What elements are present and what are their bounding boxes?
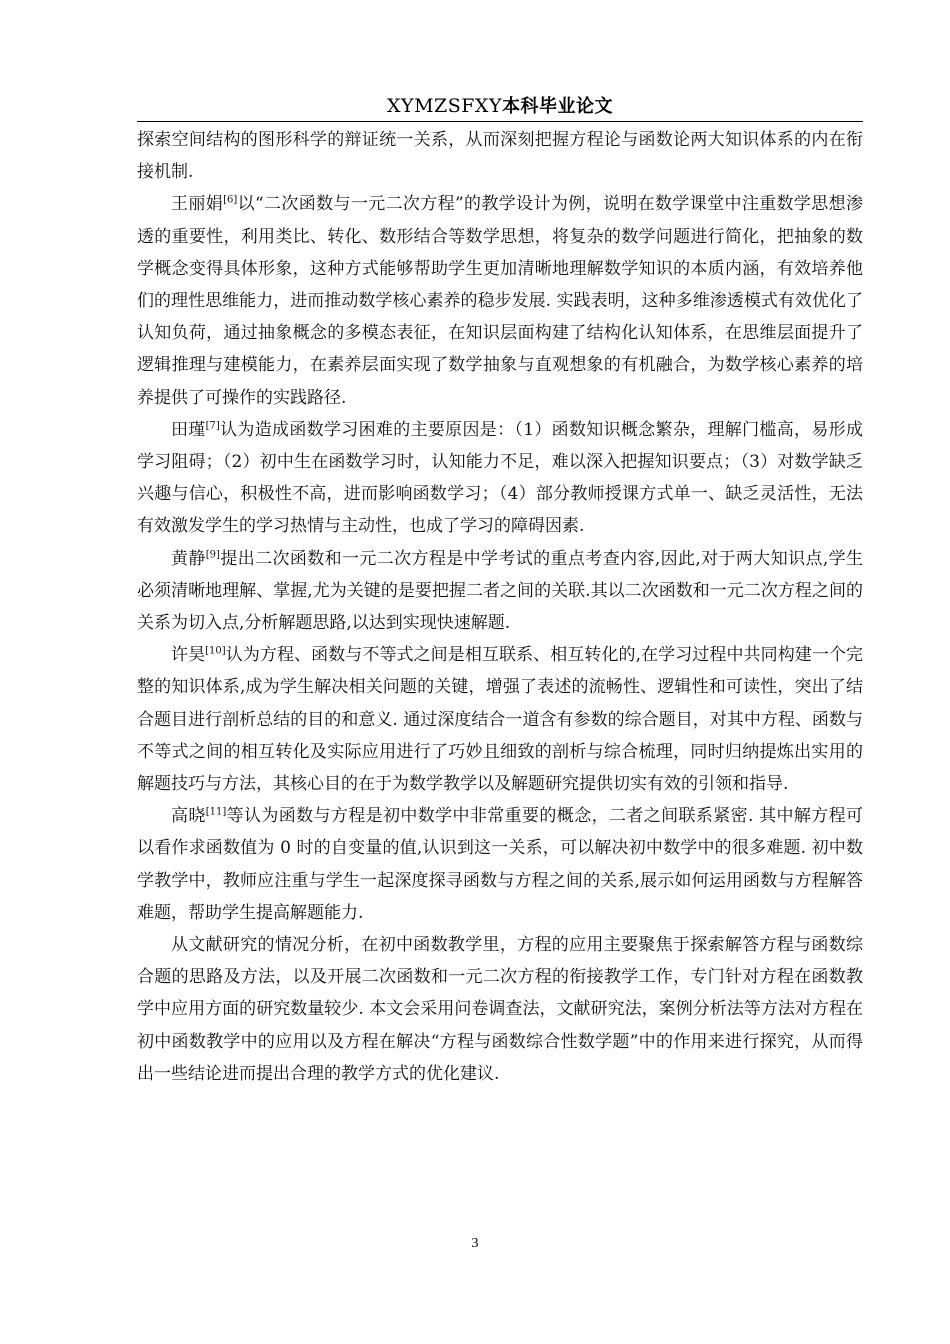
body-text (137, 124, 863, 1090)
paragraph-summary (137, 929, 863, 1090)
paragraph-gao (137, 800, 863, 929)
paragraph-text: 从文献研究的情况分析，在初中函数教学里，方程的应用主要聚焦于探索解答方程与函数综合题的思路及方法，以及开展二次函数和一元二次方程的衔接教学工作，专门针对方程在函数教学中应用方面的研究数量较少. 本文会采用问卷调查法，文献研究法，案例分析法等方法对方程在初中函数教学中的应用以及方程在解决“方程与函数综合性数学题”中的作用来进行探究，从而得出一些结论进而提出合理的教学方式的优化建议. (137, 935, 863, 1084)
paragraph-text: 提出二次函数和一元二次方程是中学考试的重点考查内容,因此,对于两大知识点,学生必须清晰地理解、掌握,尤为关键的是要把握二者之间的关联.其以二次函数和一元二次方程之间的关系为切入点,分析解题思路,以达到实现快速解题. (137, 548, 863, 634)
citation-ref: [10] (205, 645, 226, 657)
citation-ref: [9] (205, 548, 220, 560)
header-code: XYMZSFXY (387, 95, 502, 117)
running-header (137, 92, 863, 124)
citation-ref: [11] (205, 806, 227, 818)
page-number: 3 (471, 1236, 479, 1251)
paragraph-text: 认为方程、函数与不等式之间是相互联系、相互转化的,在学习过程中共同构建一个完整的知识体系,成为学生解决相关问题的关键，增强了表述的流畅性、逻辑性和可读性，突出了结合题目进行剖析总结的目的和意义. 通过深度结合一道含有参数的综合题目，对其中方程、函数与不等式之间的相互转化及实际应用进行了巧妙且细致的剖析与综合梳理，同时归纳提炼出实用的解题技巧与方法，其核心目的在于为数学教学以及解题研究提供切实有效的引领和指导. (137, 645, 863, 795)
paragraph-text: 探索空间结构的图形科学的辩证统一关系，从而深刻把握方程论与函数论两大知识体系的内在衔接机制. (137, 130, 863, 183)
paragraph-wang (137, 188, 863, 413)
author-name: 许昊 (171, 645, 206, 666)
paragraph-text: 以“二次函数与一元二次方程”的教学设计为例，说明在数学课堂中注重数学思想渗透的重要性，利用类比、转化、数形结合等数学思想，将复杂的数学问题进行简化，把抽象的数学概念变得具体形象，这种方式能够帮助学生更加清晰地理解数学知识的本质内涵，有效培养他们的理性思维能力，进而推动数学核心素养的稳步发展. 实践表明，这种多维渗透模式有效优化了认知负荷，通过抽象概念的多模态表征，在知识层面构建了结构化认知体系，在思维层面提升了逻辑推理与建模能力，在素养层面实现了数学抽象与直观想象的有机融合，为数学核心素养的培养提供了可操作的实践路径. (137, 194, 864, 408)
header-rule (137, 121, 863, 122)
paragraph-text: 等认为函数与方程是初中数学中非常重要的概念，二者之间联系紧密. 其中解方程可以看作求函数值为 0 时的自变量的值,认识到这一关系，可以解决初中数学中的很多难题. 初中数学教学中，教师应注重与学生一起深度探寻函数与方程之间的关系,展示如何运用函数与方程解答难题，帮助学生提高解题能力. (137, 806, 864, 923)
paragraph-text: 认为造成函数学习困难的主要原因是：（1）函数知识概念繁杂，理解门槛高，易形成学习阻碍；（2）初中生在函数学习时，认知能力不足，难以深入把握知识要点；（3）对数学缺乏兴趣与信心，积极性不高，进而影响函数学习；（4）部分教师授课方式单一、缺乏灵活性，无法有效激发学生的学习热情与主动性，也成了学习的障碍因素. (137, 419, 863, 537)
header-title: 本科毕业论文 (502, 96, 613, 117)
paragraph-huang (137, 543, 863, 640)
paragraph-tian (137, 414, 863, 543)
citation-ref: [6] (223, 194, 238, 206)
paragraph-continuation (137, 124, 863, 188)
author-name: 黄静 (171, 548, 206, 569)
author-name: 王丽娟 (171, 194, 224, 215)
author-name: 高晓 (171, 806, 206, 827)
citation-ref: [7] (205, 420, 220, 432)
author-name: 田瑾 (171, 419, 206, 440)
paragraph-xu (137, 639, 863, 800)
